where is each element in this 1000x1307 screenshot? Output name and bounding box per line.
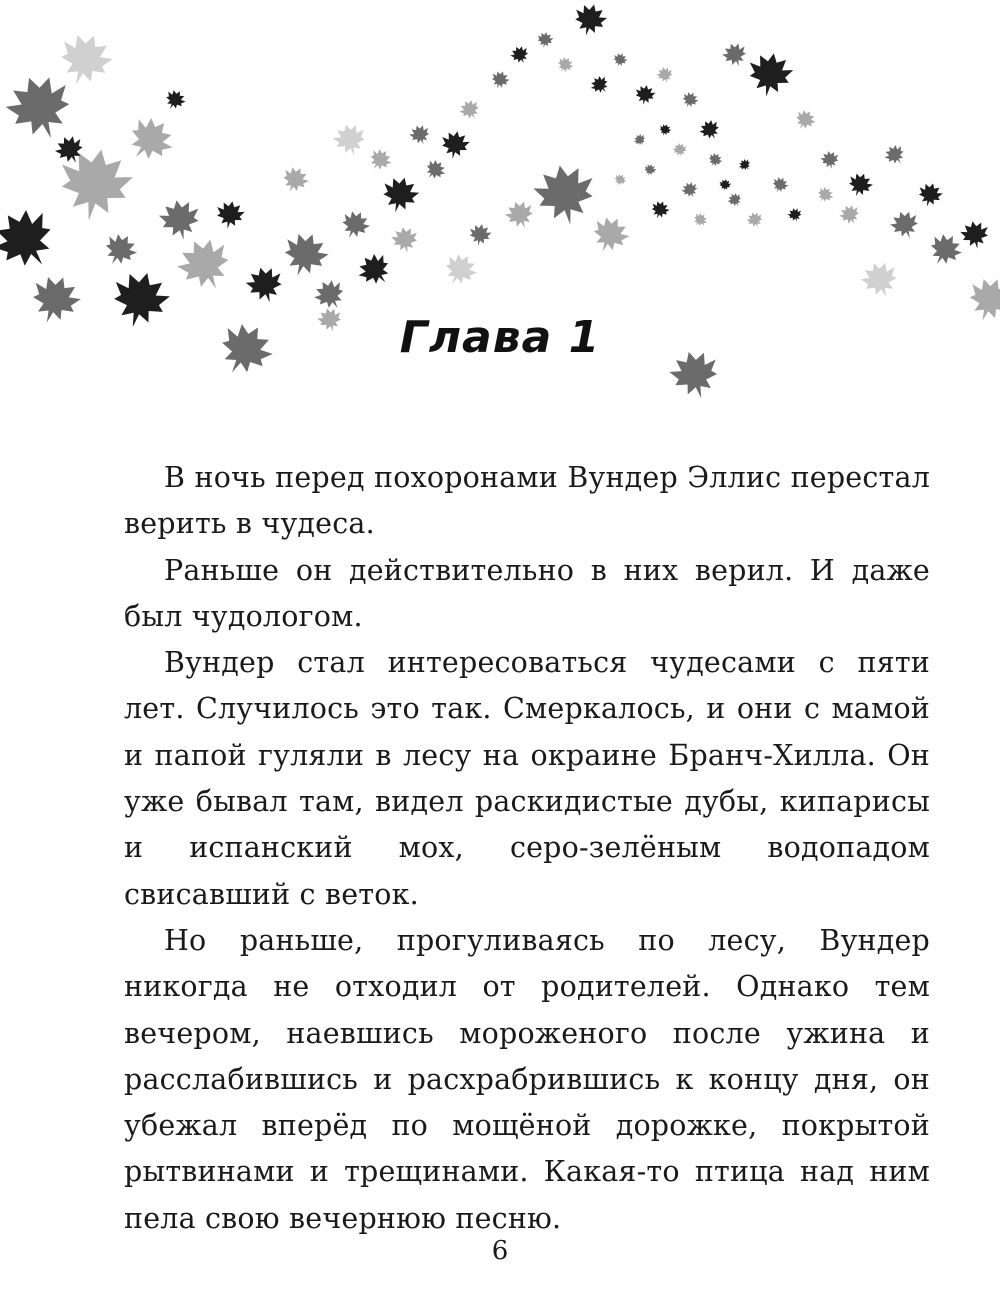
maple-leaf-icon [421,156,449,184]
maple-leaf-icon [157,197,203,243]
maple-leaf-icon [390,225,420,255]
maple-leaf-icon [737,157,754,174]
maple-leaf-icon [365,145,396,176]
maple-leaf-icon [837,202,864,229]
maple-leaf-icon [161,86,188,113]
chapter-title: Глава 1 [399,312,601,363]
maple-leaf-icon [769,174,790,195]
body-text [124,455,930,1242]
paragraph-3: Вундер стал интересоваться чудесами с пяти лет. Случилось это так. Смеркалось, и они с мамой и папой гуляли в лесу на окраине Бранч-Хилла. Он уже бывал там, видел раскидистые дубы, кипарисы и испанский мох, серо-зелёным водопадом свисавший с веток. [124,646,930,911]
maple-leaf-icon [632,132,649,149]
paragraph-2: Раньше он действительно в них верил. И даже был чудологом. [124,553,930,633]
maple-leaf-icon [718,178,732,192]
maple-leaf-icon [611,51,629,69]
maple-leaf-icon [98,228,142,272]
maple-leaf-icon [845,170,876,201]
maple-leaf-icon [672,142,688,158]
maple-leaf-icon [720,40,751,71]
maple-leaf-icon [277,227,333,283]
maple-leaf-icon [330,120,369,159]
maple-leaf-icon [705,150,724,169]
maple-leaf-icon [696,116,723,143]
maple-leaf-icon [657,122,672,137]
maple-leaf-icon [690,210,710,230]
maple-leaf-icon [820,150,841,171]
maple-leaf-icon [814,184,836,206]
maple-leaf-icon [887,207,923,243]
maple-leaf-icon [52,27,119,94]
maple-leaf-icon [243,263,287,307]
maple-leaf-icon [310,275,351,316]
maple-leaf-icon [586,211,634,259]
maple-leaf-icon [502,197,538,233]
maple-leaf-icon [915,180,944,209]
maple-leaf-icon [655,65,675,85]
maple-leaf-icon [0,67,81,149]
maple-leaf-icon [791,106,818,133]
maple-leaf-icon [407,122,433,148]
maple-leaf-icon [352,247,397,292]
maple-leaf-icon [508,43,532,67]
maple-leaf-icon [488,68,511,91]
maple-leaf-icon [214,199,246,231]
maple-leaf-icon [456,96,483,123]
maple-leaf-icon [857,257,903,303]
maple-leaf-icon [438,248,482,292]
maple-leaf-icon [439,129,471,161]
maple-leaf-icon [881,141,909,169]
maple-leaf-icon [745,210,766,231]
paragraph-1: В ночь перед похоронами Вундер Эллис перестал верить в чудеса. [124,461,930,541]
maple-leaf-icon [587,72,612,97]
maple-leaf-icon [530,160,600,230]
maple-leaf-icon [679,89,700,110]
page-number: 6 [491,1236,509,1266]
maple-leaf-icon [536,31,555,50]
maple-leaf-icon [612,172,628,188]
maple-leaf-icon [170,230,239,299]
maple-leaf-icon [378,173,422,217]
maple-leaf-icon [554,54,576,76]
maple-leaf-icon [467,222,492,247]
maple-leaf-icon [745,50,796,101]
maple-leaf-icon [959,219,991,251]
maple-leaf-icon [923,228,967,272]
maple-leaf-icon [633,83,656,106]
maple-leaf-icon [570,0,609,39]
maple-leaf-icon [119,109,181,171]
maple-leaf-icon [786,206,803,223]
maple-leaf-icon [336,206,373,243]
maple-leaf-icon [278,163,313,198]
maple-leaf-icon [679,179,700,200]
maple-leaf-icon [643,163,658,178]
maple-leaf-icon [0,198,67,282]
maple-leaf-icon [648,198,671,221]
paragraph-4: Но раньше, прогуливаясь по лесу, Вундер никогда не отходил от родителей. Однако тем вечером, наевшись мороженого после ужина и расслабившись и расхрабрившись к концу дня, он убежал вперёд по мощёной дорожке, покрытой рытвинами и трещинами. Какая-то птица над ним пела свою вечернюю песню. [124,923,930,1235]
maple-leaf-icon [725,190,744,209]
